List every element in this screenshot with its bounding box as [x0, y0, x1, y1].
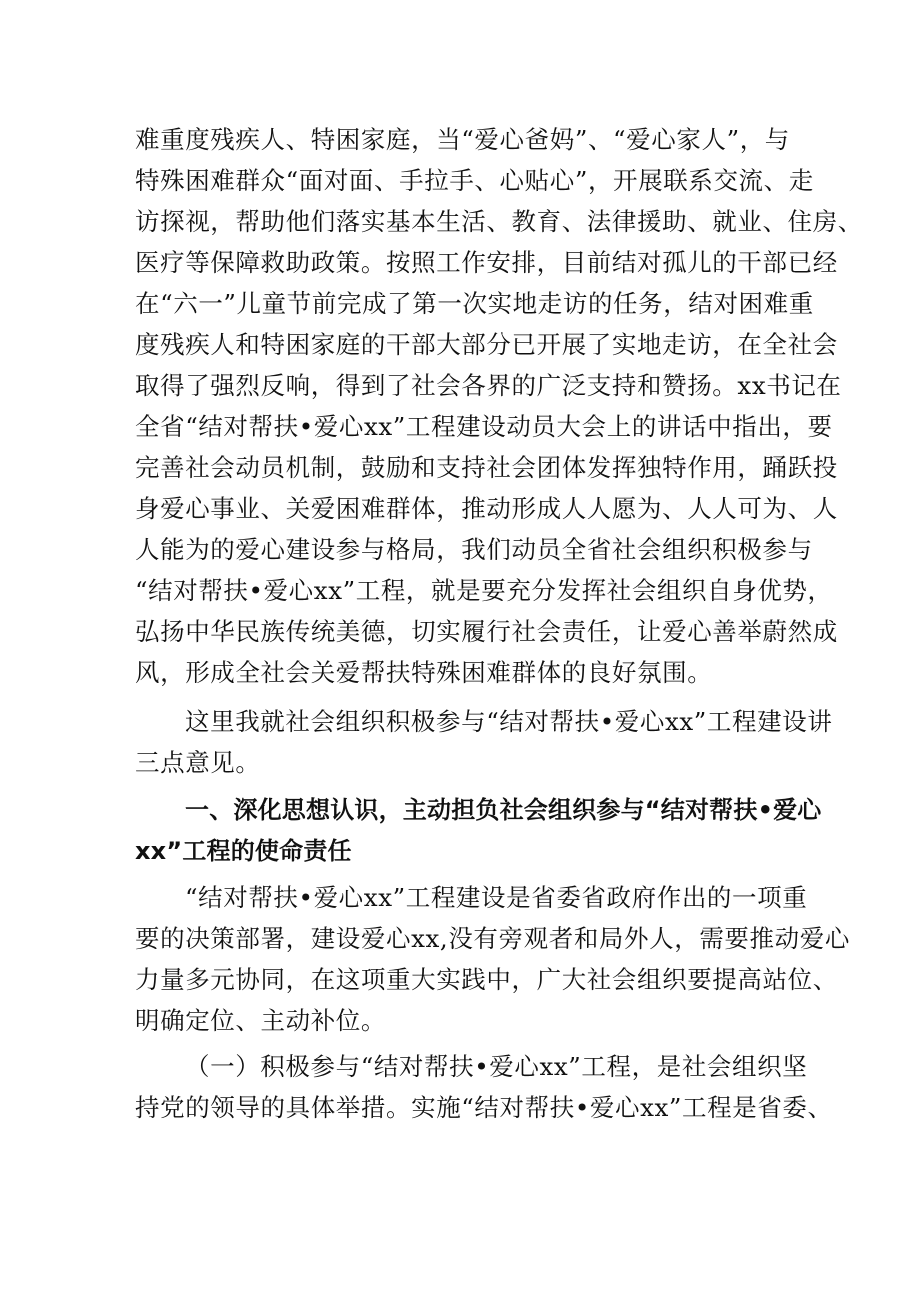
body-text-line: 明确定位、主动补位。	[135, 1006, 386, 1035]
section-heading: 一、深化思想认识，主动担负社会组织参与“结对帮扶•爱心	[185, 796, 822, 824]
section-heading: xx”工程的使命责任	[135, 837, 352, 865]
body-text-line: 身爱心事业、关爱困难群体，推动形成人人愿为、人人可为、人	[135, 494, 838, 523]
body-text-line: 人能为的爱心建设参与格局，我们动员全省社会组织积极参与	[135, 535, 813, 564]
body-text-line: 完善社会动员机制，鼓励和支持社会团体发挥独特作用，踊跃投	[135, 453, 838, 482]
body-text-line: 医疗等保障救助政策。按照工作安排，目前结对孤儿的干部已经	[135, 248, 838, 277]
body-text-line: 力量多元协同，在这项重大实践中，广大社会组织要提高站位、	[135, 965, 838, 994]
body-text-line: “结对帮扶•爱心xx”工程建设是省委省政府作出的一项重	[185, 883, 808, 912]
body-text-line: “结对帮扶•爱心xx”工程，就是要充分发挥社会组织自身优势，	[135, 576, 833, 605]
body-text-line: 度残疾人和特困家庭的干部大部分已开展了实地走访，在全社会	[135, 330, 838, 359]
body-text-line: 全省“结对帮扶•爱心xx”工程建设动员大会上的讲话中指出，要	[135, 412, 833, 441]
body-text-line: 难重度残疾人、特困家庭，当“爱心爸妈”、“爱心家人”，与	[135, 125, 790, 154]
body-text-line: 取得了强烈反响，得到了社会各界的广泛支持和赞扬。xx书记在	[135, 371, 842, 400]
body-text-line: 特殊困难群众“面对面、手拉手、心贴心”，开展联系交流、走	[135, 166, 814, 195]
body-text-line: 三点意见。	[135, 748, 261, 777]
body-text-line: 持党的领导的具体举措。实施“结对帮扶•爱心xx”工程是省委、	[135, 1093, 833, 1122]
body-text-line: 弘扬中华民族传统美德，切实履行社会责任，让爱心善举蔚然成	[135, 617, 838, 646]
body-text-line: 风，形成全社会关爱帮扶特殊困难群体的良好氛围。	[135, 658, 713, 687]
body-text-line: 要的决策部署，建设爱心xx,没有旁观者和局外人，需要推动爱心	[135, 924, 850, 953]
body-text-line: 在“六一”儿童节前完成了第一次实地走访的任务，结对困难重	[135, 289, 814, 318]
subsection-text-line: （一）积极参与“结对帮扶•爱心xx”工程，是社会组织坚	[185, 1052, 808, 1081]
body-text-line: 这里我就社会组织积极参与“结对帮扶•爱心xx”工程建设讲	[185, 707, 833, 736]
body-text-line: 访探视，帮助他们落实基本生活、教育、法律援助、就业、住房、	[135, 207, 863, 236]
